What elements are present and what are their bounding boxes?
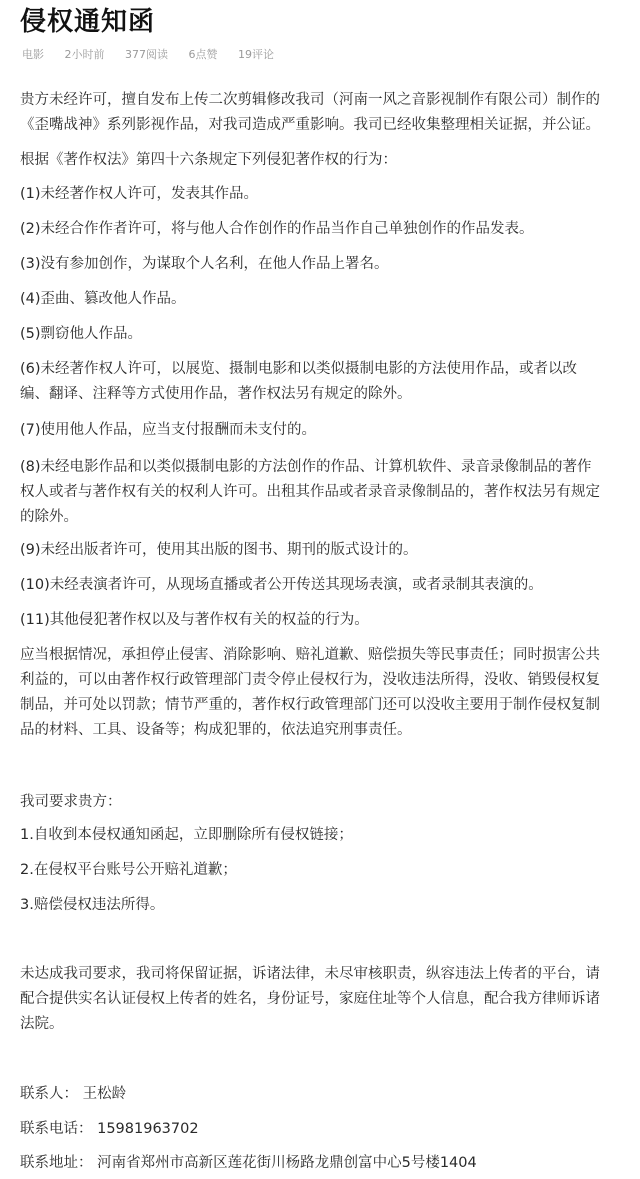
meta-likes: 6点赞 — [188, 48, 218, 61]
law-item-1: (1)未经著作权人许可，发表其作品。 — [20, 186, 259, 202]
demand-item-3: 3.赔偿侵权违法所得。 — [20, 897, 165, 913]
page-title: 侵权通知函 — [20, 7, 156, 37]
law-item-10: (10)未经表演者许可，从现场直播或者公开传送其现场表演，或者录制其表演的。 — [20, 577, 543, 593]
meta-time: 2小时前 — [64, 48, 105, 61]
meta-category[interactable]: 电影 — [22, 48, 44, 61]
meta-reads: 377阅读 — [125, 48, 168, 61]
contact-phone: 联系电话： 15981963702 — [20, 1121, 199, 1137]
contact-person: 联系人： 王松龄 — [20, 1086, 127, 1102]
law-item-9: (9)未经出版者许可，使用其出版的图书、期刊的版式设计的。 — [20, 542, 418, 558]
demands-intro: 我司要求贵方： — [20, 794, 122, 810]
law-item-6: (6)未经著作权人许可，以展览、摄制电影和以类似摄制电影的方法使用作品，或者以改编、翻译、注释等方式使用作品，著作权法另有规定的除外。 — [20, 361, 578, 402]
intro-paragraph: 贵方未经许可，擅自发布上传二次剪辑修改我司（河南一风之音影视制作有限公司）制作的《歪嘴战神》系列影视作品，对我司造成严重影响。我司已经收集整理相关证据，并公证。 — [20, 92, 600, 133]
liability-paragraph: 应当根据情况，承担停止侵害、消除影响、赔礼道歉、赔偿损失等民事责任；同时损害公共利益的，可以由著作权行政管理部门责令停止侵权行为，没收违法所得，没收、销毁侵权复制品，并可处以罚款；情节严重的，著作权行政管理部门还可以没收主要用于制作侵权复制品的材料、工具、设备等；构成犯罪的，依法追究刑事责任。 — [20, 647, 600, 738]
contact-address: 联系地址： 河南省郑州市高新区莲花街川杨路龙鼎创富中心5号楼1404 — [20, 1155, 477, 1171]
law-item-8: (8)未经电影作品和以类似摄制电影的方法创作的作品、计算机软件、录音录像制品的著作权人或者与著作权有关的权利人许可。出租其作品或者录音录像制品的，著作权法另有规定的除外。 — [20, 459, 600, 525]
law-item-4: (4)歪曲、篡改他人作品。 — [20, 291, 186, 307]
law-intro: 根据《著作权法》第四十六条规定下列侵犯著作权的行为： — [20, 152, 397, 168]
demand-item-1: 1.自收到本侵权通知函起，立即删除所有侵权链接； — [20, 827, 353, 843]
law-item-11: (11)其他侵犯著作权以及与著作权有关的权益的行为。 — [20, 612, 369, 628]
demand-item-2: 2.在侵权平台账号公开赔礼道歉； — [20, 862, 237, 878]
article-meta — [22, 46, 291, 62]
meta-comments[interactable]: 19评论 — [238, 48, 274, 61]
law-item-5: (5)剽窃他人作品。 — [20, 326, 143, 342]
closing-paragraph: 未达成我司要求，我司将保留证据，诉诸法律，未尽审核职责，纵容违法上传者的平台，请配合提供实名认证侵权上传者的姓名，身份证号，家庭住址等个人信息，配合我方律师诉诸法院。 — [20, 966, 600, 1032]
law-item-7: (7)使用他人作品，应当支付报酬而未支付的。 — [20, 422, 317, 438]
law-item-3: (3)没有参加创作，为谋取个人名利，在他人作品上署名。 — [20, 256, 389, 272]
law-item-2: (2)未经合作作者许可，将与他人合作创作的作品当作自己单独创作的作品发表。 — [20, 221, 534, 237]
